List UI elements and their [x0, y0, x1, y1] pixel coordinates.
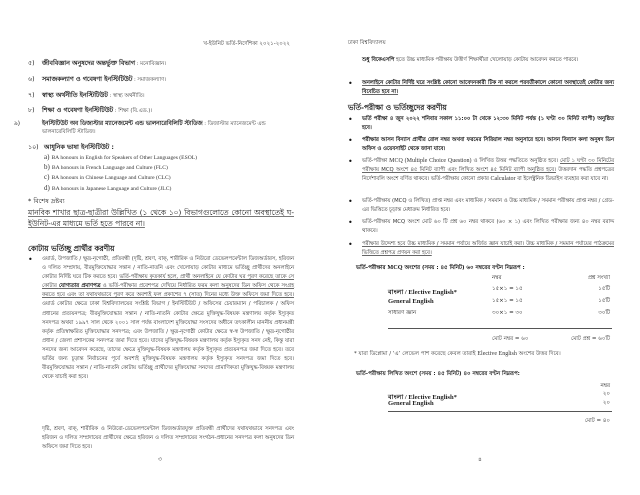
footnote-text: * যারা ডিপ্লোমা / ‘এ’ লেভেল পাশ করেছে কেবল তারাই: [354, 351, 478, 357]
exam-date-text: ভর্তি পরীক্ষা ৪ জুন ২০২২ শনিবার সকাল ১১:০০ টা থেকে ১২:৩০ মিনিট পর্যন্ত (১ ঘণ্টা ৩০ মিনিট ব্যাপী) অনুষ্ঠিত হবে।: [362, 116, 614, 132]
dept-item-9: [14, 120, 296, 136]
special-note-body: [28, 207, 294, 229]
seat-plan-text: পরীক্ষার আসন বিন্যাস প্রার্থীর রোল নম্বর অথবা ফরমের সিরিয়াল নম্বর অনুসারে হবে। আসন বিন্যাস কলা অনুষদ ডিন অফিস ও ওয়েবসাইট থেকে জানা যাবে।: [362, 137, 614, 153]
item-title: শিক্ষা ও গবেষণা ইনস্টিটিউট: [42, 107, 114, 114]
elective-footnote: [354, 351, 561, 359]
quota-para-disability: দৃষ্টি, শ্রবণ, বাক্, শারীরিক ও নিউরো-ডেভেলপমেন্টাল ডিজঅর্ডারযুক্ত প্রতিবন্ধী প্রার্থীদের যথাযথভাবে সনদপত্র এবং হরিজন ও দলিত সম্প্রদায়ের প্রার্থীদের ক্ষেত্রে হরিজন ও দলিত সম্প্রদায়ের সংগঠন-প্রধানের সনদপত্র কলা অনুষদের ডিন অফিসে জমা দিতে হবে।: [42, 426, 294, 451]
program-letter: b): [44, 163, 50, 172]
quota-text: ওয়ার্ড, উপজাতি / ক্ষুদ্র-নৃগোষ্ঠী, প্রতিবন্ধী (দৃষ্টি, শ্রবণ, বাক্, শারীরিক ও নিউরো ডেভেলপমেন্টাল ডিজঅর্ডারস, হরিজন ও দলিত সম্প্রদায়, বীরমুক্তিযোদ্ধার সন্তান / নাতি-নাতনি এবং খেলোয়াড় কোটার মাধ্যমে ভর্তিচ্ছু প্রার্থীদের অনলাইনে কোটার নির্দিষ্ট ঘরে টিক করতে হবে।: [42, 256, 294, 281]
item-number: ৬): [28, 76, 35, 83]
item-title: ইনস্টিটিউট অব ডিজাস্টার ম্যানেজমেন্ট এন্ড ভালনারেবিলিটি স্টাডিজ: [42, 121, 203, 127]
mcq-total-questions: মোট প্রশ্ন = ৬০টি: [570, 336, 610, 342]
program-name: BA honours in Japanese Language and Culture (JLC): [51, 185, 172, 192]
online-bullet-text: অনলাইনে কোটার নির্দিষ্ট ঘরে সংশ্লিষ্ট কোনো আবেদনকারী টিক না করলে পরবর্তীকালে কোনো অবস্থাতেই কোটার জন্য বিবেচিত হবে না।: [362, 80, 614, 96]
subject-cell: General English: [388, 400, 434, 407]
mcq-text: বা ইলেক্ট্রনিক ডিভাইস ব্যবহার করা যাবে না।: [515, 176, 609, 183]
exam-bullet-mcq: [362, 157, 614, 184]
page-right: [320, 0, 640, 495]
bksp-text: হতে উচ্চ মাধ্যমিক পরীক্ষায় উত্তীর্ণ শিক্ষার্থীরা খেলোয়াড় কোটায় আবেদন করতে পারবে।: [394, 57, 579, 63]
purpose-text: পরীক্ষার উদ্দেশ্য হবে উচ্চ মাধ্যমিক / সমমান পর্যায়ে অর্জিত জ্ঞান যাচাই করা। উচ্চ মাধ্যমিক / সমমান পর্যায়ের পাঠক্রমের ভিত্তিতে প্রশ্নপত্র প্রণয়ন করা হবে।: [362, 241, 614, 257]
item-title: জীববিজ্ঞান অনুষদের অন্তর্ভুক্ত বিভাগ: [42, 60, 135, 67]
subject-cell: সাধারণ জ্ঞান: [388, 310, 417, 316]
subject-cell: General English: [388, 298, 434, 305]
mcq-text-en: Calculator: [490, 176, 516, 183]
quota-section-heading: কোটায় ভর্তিচ্ছু প্রার্থীর করণীয়: [28, 244, 115, 253]
item-number: ৭): [28, 92, 35, 99]
questions-cell: ১৫টি: [598, 298, 610, 304]
mcq-total-marks: মোট নম্বর = ৬০: [492, 336, 529, 342]
program-name: BA honours in French Language and Culture (FLC): [51, 165, 168, 172]
program-item: [44, 184, 296, 194]
language-programs: [28, 153, 296, 194]
mcq-table-title: [356, 264, 525, 273]
item-title: আধুনিক ভাষা ইনস্টিটিউট :: [44, 144, 114, 151]
written-table-title: ভর্তি-পরীক্ষায় লিখিত অংশে (সময় : ৪৫ মিনিট) ৪০ নম্বরের বণ্টন নিম্নরূপ:: [356, 371, 520, 377]
item-detail: : সমাজকল্যাণ।: [132, 77, 166, 83]
program-name: BA honours in Chinese Language and Culture (CLC): [51, 175, 171, 182]
mcq-title-text: ভর্তি-পরীক্ষার: [356, 265, 388, 271]
mcq-text: ও লিখিত উত্তর পদ্ধতিতে অনুষ্ঠিত হবে।: [471, 158, 560, 164]
footnote-en: Elective English: [477, 351, 517, 357]
item-title: সমাজকল্যাণ ও গবেষণা ইনস্টিটিউট: [42, 76, 133, 83]
dept-item-7: [28, 91, 296, 101]
item-detail: : শিক্ষা (বি.এড.)।: [113, 108, 153, 114]
mcq-text: উত্তরদান পদ্ধতি প্রশ্নপত্রের নির্দেশাবলি অংশে বর্ণিত থাকবে। ভর্তি-পরীক্ষায় কোনো প্রকার: [362, 167, 614, 183]
quota-text-underlined: ভর্তি-পরীক্ষায় কৃতকার্য হলে, প্রার্থী অনলাইনে যে কোটার ঘর পূরণ করেছে তাকে সে কোটার: [42, 274, 294, 290]
mcq-text-underlined: মোট ১ ঘণ্টা ৩০ মিনিটের পরীক্ষায় MCQ অংশে ৪৫ মিনিট ব্যাপী এবং লিখিত অংশে ৪৫ মিনিট ব্যাপী অনুষ্ঠিত হবে।: [362, 158, 614, 174]
dept-item-5: [28, 59, 296, 69]
quota-text-bold: যোগ্যতার প্রমাণপত্র: [58, 283, 101, 290]
running-header: খ-ইউনিট ভর্তি-নির্দেশিকা ২০২১-২০২২: [203, 41, 290, 47]
dept-item-10: [28, 143, 296, 194]
program-name: BA honours in English for Speakers of Other Languages (ESOL): [51, 155, 198, 161]
dept-item-8: [28, 106, 296, 116]
program-item: [44, 163, 296, 173]
item-detail: : স্বাস্থ্য অর্থনীতি।: [107, 93, 145, 99]
item-number: ৯): [14, 121, 21, 127]
item-detail: : ডিজাস্টার ম্যানেজমেন্ট এন্ড ভালনারেবিলিটি স্টাডিজ।: [42, 121, 266, 135]
item-title: স্বাস্থ্য অর্থনীতি ইনস্টিটিউট: [42, 92, 108, 99]
marks-cell: ২০: [602, 400, 610, 406]
item-number: ৫): [28, 60, 35, 67]
bksp-para: [362, 56, 614, 65]
item-number: ৮): [28, 107, 35, 114]
bksp-bold: শুধু বিকেএসপি: [362, 57, 395, 63]
mcq-title-en: MCQ: [387, 264, 403, 271]
col-header-questions: প্রশ্ন সংখ্যা: [587, 275, 610, 281]
exam-bullet-seat: [362, 136, 614, 154]
item-detail: : মনোবিজ্ঞান।: [134, 61, 167, 67]
written-total: মোট = ৪০: [584, 418, 610, 424]
special-note-heading: * বিশেষ দ্রষ্টব্য: [28, 197, 65, 205]
page-number: ৩: [158, 456, 162, 463]
subject-cell: বাংলা / Elective English*: [388, 394, 457, 401]
mcq-text-en: MCQ (Multiple Choice Question): [389, 158, 472, 164]
quota-bullet: [42, 255, 294, 382]
table-divider: [388, 328, 612, 329]
mcq-table: [388, 275, 610, 335]
running-header: ঢাকা বিশ্ববিদ্যালয়: [348, 40, 386, 46]
exam-section-heading: ভর্তি-পরীক্ষা ও ভর্তিচ্ছুদের করণীয়: [348, 103, 447, 112]
special-note-text: মানবিক শাখার ছাত্র-ছাত্রীরা উল্লিখিত (১ থেকে ১০) বিভাগগুলোতে কোনো অবস্থাতেই ঘ-ইউনিট-এর মাধ্যমে ভর্তি হতে পারবে না।: [28, 208, 294, 228]
questions-cell: ১৫টি: [598, 286, 610, 292]
exam-bullet-marks: • ভর্তি-পরীক্ষায় MCQ অংশে মোট ৬০ টি প্রশ্ন ৬০ নম্বর থাকবে (৬০ × ১) এবং লিখিত পরীক্ষার জন্য ৪০ নম্বর বরাদ্দ থাকবে।: [362, 218, 614, 236]
footnote-text: অংশের উত্তর দিবে।: [516, 351, 561, 357]
marks-cell: ২০: [602, 391, 610, 397]
col-header-marks: নম্বর: [600, 383, 610, 389]
exam-bullet-purpose: [362, 240, 614, 258]
marks-cell: ১৫×১ = ১৫: [492, 298, 523, 304]
marks-cell: ৩০×১ = ৩০: [492, 310, 523, 316]
item-number: ১০): [28, 144, 39, 151]
dept-item-6: [28, 75, 296, 85]
col-header-marks: নম্বর: [492, 275, 502, 281]
quota-text: ওয়ার্ড কোটার ক্ষেত্রে ঢাকা বিশ্ববিদ্যালয়ের সংশ্লিষ্ট বিভাগ / ইনস্টিটিউট / অফিসের চেয়ারম্যান / পরিচালক / অফিস প্রধানের প্রত্যয়নপত্র; বীরমুক্তিযোদ্ধার সন্তান / নাতি-নাতনি কোটার ক্ষেত্রে মুক্তিযুদ্ধ-বিষয়ক মন্ত্রণালয় কর্তৃক ইস্যুকৃত সনদপত্র অথবা ১৯৯৭ সাল থেকে ২০০১ সাল পর্যন্ত বাংলাদেশ মুক্তিযোদ্ধা সংসদের অধীনে তৎকালীন মাননীয় প্রধানমন্ত্রী কর্তৃক প্রতিস্বাক্ষরিত মুক্তিযোদ্ধার সনদপত্র; এবং উপজাতি / ক্ষুদ্র-নৃগোষ্ঠী কোটার ক্ষেত্রে স্ব-স্ব উপজাতি / ক্ষুদ্র-নৃগোষ্ঠীর প্রধান / জেলা প্রশাসকের সনদপত্র জমা দিতে হবে। যাদের মুক্তিযুদ্ধ-বিষয়ক মন্ত্রণালয় কর্তৃক ইস্যুকৃত সনদ নেই, কিন্তু যারা সনদের জন্য আবেদন করেছে, তাদের ক্ষেত্রে মুক্তিযুদ্ধ-বিষয়ক মন্ত্রণালয় কর্তৃক ইস্যুকৃত প্রত্যয়নপত্র জমা দিতে হবে। তবে ভর্তির জন্য চূড়ান্ত নির্বাচনের পূর্বে অবশ্যই মুক্তিযুদ্ধ-বিষয়ক মন্ত্রণালয় কর্তৃক ইস্যুকৃত সনদপত্র জমা দিতে হবে। বীরমুক্তিযোদ্ধার সন্তান / নাতি-নাতনি কোটায় ভর্তিচ্ছু প্রার্থীদের মুক্তিযোদ্ধা সনদের প্রামাণিকতা মুক্তিযুদ্ধ-বিষয়ক মন্ত্রণালয় থেকে যাচাই করা হবে।: [42, 301, 294, 381]
questions-cell: ৩০টি: [598, 310, 610, 316]
mcq-title-text: অংশের (সময় : ৪৫ মিনিট) ৬০ নম্বরের বণ্টন নিম্নরূপ :: [402, 265, 525, 271]
exam-bullet-date: [362, 115, 614, 133]
program-item: [44, 173, 296, 183]
online-bullet: [362, 79, 614, 97]
program-letter: d): [44, 183, 50, 192]
exam-bullet-merit: • ভর্তি-পরীক্ষায় (MCQ ও লিখিত) প্রাপ্ত নম্বর এবং মাধ্যমিক / সমমান ও উচ্চ মাধ্যমিক / সমমান পরীক্ষায় প্রাপ্ত নম্বর / গ্রেড-এর ভিত্তিতে চূড়ান্ত মেধাক্রম নির্ধারিত হবে।: [362, 197, 614, 215]
program-letter: c): [44, 173, 50, 182]
table-divider: [388, 411, 612, 412]
program-item: [44, 153, 296, 163]
page-number: ৪: [478, 456, 482, 463]
marks-cell: ১৫×১ = ১৫: [492, 286, 523, 292]
program-letter: a): [44, 153, 50, 161]
quota-text-underlined: ও ভর্তি-পরীক্ষার প্রবেশপত্র দেখিয়ে নির্ধারিত ফরম কলা অনুষদের ডিন অফিস থেকে সংগ্রহ করতে হবে এবং তা যথাযথভাবে পূরণ করে অবশ্যই ফল প্রকাশের ৭ (সাত) দিনের মধ্যে উক্ত অফিসে জমা দিতে হবে।: [42, 283, 294, 299]
subject-cell: বাংলা / Elective English*: [388, 289, 457, 296]
mcq-text: ভর্তি-পরীক্ষা: [362, 158, 390, 164]
